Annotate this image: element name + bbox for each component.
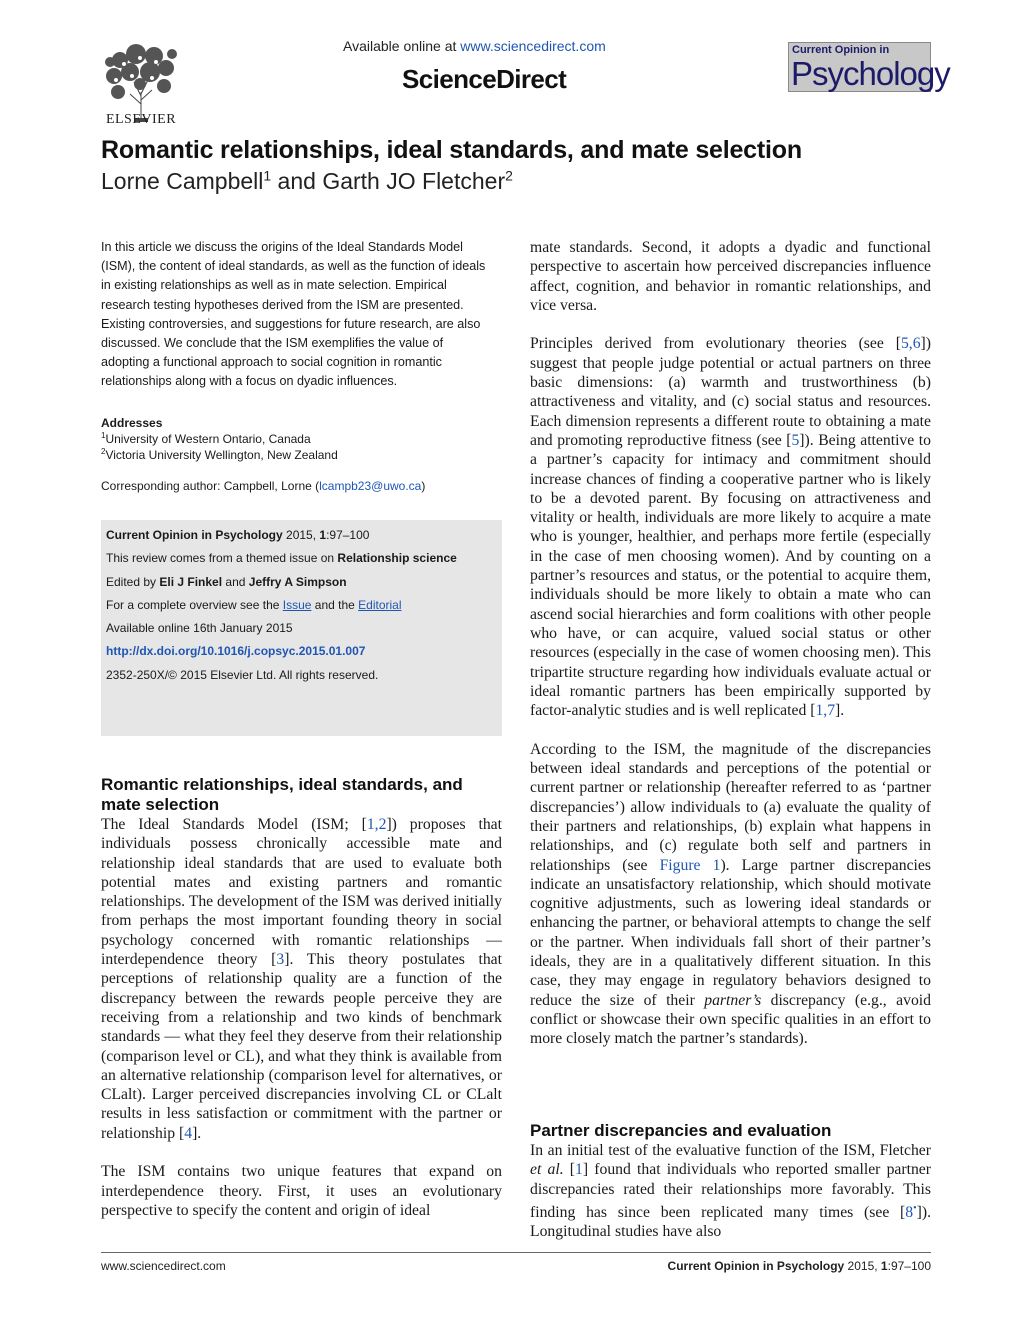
platform-name: ScienceDirect [402, 64, 567, 94]
corresponding-author: Corresponding author: Campbell, Lorne (lcampb23@uwo.ca) [101, 479, 426, 493]
ref-link[interactable]: 3 [276, 951, 285, 969]
section-heading-2: Partner discrepancies and evaluation [530, 1121, 832, 1140]
paragraph: The ISM contains two unique features that expand on interdependence theory. First, it uses an evolutionary perspective to specify the content and origin of ideal [101, 1163, 502, 1219]
ref-link[interactable]: 1,2 [366, 816, 387, 833]
available-online-line: Available online at www.sciencedirect.com [343, 38, 606, 54]
author-1: Lorne Campbell [101, 168, 264, 194]
addresses [101, 415, 501, 463]
section-heading-1: Romantic relationships, ideal standards, and mate selection [101, 775, 463, 814]
info-copyright: 2352-250X/© 2015 Elsevier Ltd. All rights reserved. [106, 667, 379, 682]
info-editors: Edited by Eli J Finkel and Jeffry A Simpson [106, 574, 347, 589]
doi-link[interactable]: http://dx.doi.org/10.1016/j.copsyc.2015.01.007 [106, 644, 366, 659]
sciencedirect-link[interactable]: www.sciencedirect.com [460, 38, 606, 54]
ref-link[interactable]: 5 [791, 431, 800, 449]
paragraph: mate standards. Second, it adopts a dyadic and functional perspective to ascertain how perceived discrepancies influence affect, cognition, and behavior in romantic relationships, and vice versa. [530, 239, 931, 314]
ref-link[interactable]: 1,7 [815, 702, 836, 720]
issue-link[interactable]: Issue [282, 597, 312, 612]
footer-divider [101, 1252, 931, 1253]
right-column-body [530, 238, 931, 1048]
author-1-affiliation: 1 [263, 167, 272, 184]
info-overview: For a complete overview see the Issue and the Editorial [106, 597, 402, 612]
info-citation: Current Opinion in Psychology 2015, 1:97–100 [106, 528, 370, 542]
right-column-body-2 [530, 1141, 931, 1242]
paragraph: The Ideal Standards Model (ISM; [1,2]) proposes that individuals possess chronically accessible mate and relationship ideal standards that are used to evaluate both potential mates and existing partners and romantic relationships. The development of the ISM was derived initially from perhaps the most important founding theory in social psychology concerned with romantic relationships — interdependence theory [3]. This theory postulates that perceptions of relationship quality are a function of the discrepancy between the rewards people perceive they are receiving from a relationship and two kinds of benchmark standards — what they feel they deserve from their relationship (comparison level or CL), and what they think is available from an alternative relationship (comparison level for alternatives, or CLalt). Larger perceived discrepancies involving CL or CLalt results in less satisfaction or commitment with the partner or relationship [4]. [101, 816, 502, 1142]
info-available-online: Available online 16th January 2015 [106, 621, 293, 636]
footer-url: www.sciencedirect.com [101, 1259, 226, 1273]
paragraph: In an initial test of the evaluative function of the ISM, Fletcher et al. [1] found that individuals who reported smaller partner discrepancies rated their relationships more favorably. This finding has since been replicated many times (see [8•]). Longitudinal studies have also [530, 1142, 931, 1241]
journal-logo-big: Psychology [791, 55, 950, 92]
author-2: Garth JO Fletcher [322, 168, 506, 194]
paragraph: According to the ISM, the magnitude of the discrepancies between ideal standards and perceptions of the potential or current partner or relationship (hereafter referred to as ‘partner discrepancies’) allow individuals to (a) evaluate the quality of their partners and relationships, (b) explain what happens in relationships, and (c) regulate both self and partners in relationships (see Figure 1). Large partner discrepancies indicate an unsatisfactory relationship, which should motivate cognitive adjustments, such as lowering ideal standards or enhancing the partner, or behavioral attempts to change the self or the partner. When individuals fall short of their partner’s ideals, they are in a qualitatively different situation. In this case, they may engage in regulatory behaviors designed to reduce the size of their partner’s discrepancy (e.g., avoid conflict or showcase their own specific qualities in an effort to more closely match the partner’s standards). [530, 740, 931, 1048]
footer-citation: Current Opinion in Psychology 2015, 1:97–100 [667, 1259, 931, 1273]
journal-logo [788, 42, 950, 92]
paragraph: Principles derived from evolutionary theories (see [5,6]) suggest that people judge potential or actual partners on three basic dimensions: (a) warmth and trustworthiness (b) attractiveness and vitality, and (c) social status and resources. Each dimension represents a different route to obtaining a mate and promoting reproductive fitness (see [5]). Being attentive to a partner’s capacity for intimacy and commitment should increase chances of finding a cooperative partner who is likely to be a devoted parent. By focusing on attractiveness and vitality or health, individuals are more likely to acquire a mate who is younger, healthier, and perhaps more fertile (especially in the case of men choosing women). And by counting on a partner’s resources and status, or the potential to acquire them, individuals should be more likely to obtain a mate who can ascend social hierarchies and form coalitions with other people who have, or can acquire, valued social status or other resources (especially in the case of women choosing men). This tripartite structure regarding how individuals evaluate actual or ideal romantic partners has been empirically supported by factor-analytic studies and is well replicated [1,7]. [530, 335, 931, 720]
email-link[interactable]: lcampb23@uwo.ca [319, 479, 422, 493]
address-1: $^1$University of Western Ontario, Canada [101, 431, 311, 446]
ref-link[interactable]: 5,6 [900, 335, 921, 353]
author-2-affiliation: 2 [505, 167, 513, 184]
addresses-label: Addresses [101, 416, 163, 430]
article-title: Romantic relationships, ideal standards, and mate selection [101, 136, 802, 164]
left-column-body [101, 815, 502, 1220]
info-doi [106, 644, 502, 667]
address-2: $^2$Victoria University Wellington, New Zealand [101, 447, 338, 462]
figure-link[interactable]: Figure 1 [659, 856, 721, 874]
article-info-box [101, 520, 502, 736]
editorial-link[interactable]: Editorial [358, 597, 402, 612]
ref-link[interactable]: 8• [905, 1202, 917, 1222]
abstract: In this article we discuss the origins of the Ideal Standards Model (ISM), the content of ideal standards, as well as the function of ideals in existing relationships as well as in mate selection. Empirical research testing hypotheses derived from the ISM are presented. Existing controversies, and suggestions for future research, are also discussed. We conclude that the ISM exemplifies the value of adopting a functional approach to social cognition in romantic relationships along with a focus on dyadic influences. [101, 240, 486, 389]
ref-link[interactable]: 1 [575, 1161, 583, 1179]
journal-logo-small: Current Opinion in [792, 44, 890, 56]
info-themed-issue: This review comes from a themed issue on Relationship science [106, 551, 457, 566]
publisher-logo-text: ELSEVIER [105, 112, 177, 127]
ref-link[interactable]: 4 [184, 1124, 193, 1142]
author-line: Lorne Campbell$^1$ and Garth JO Fletcher$^2$ [101, 167, 513, 194]
